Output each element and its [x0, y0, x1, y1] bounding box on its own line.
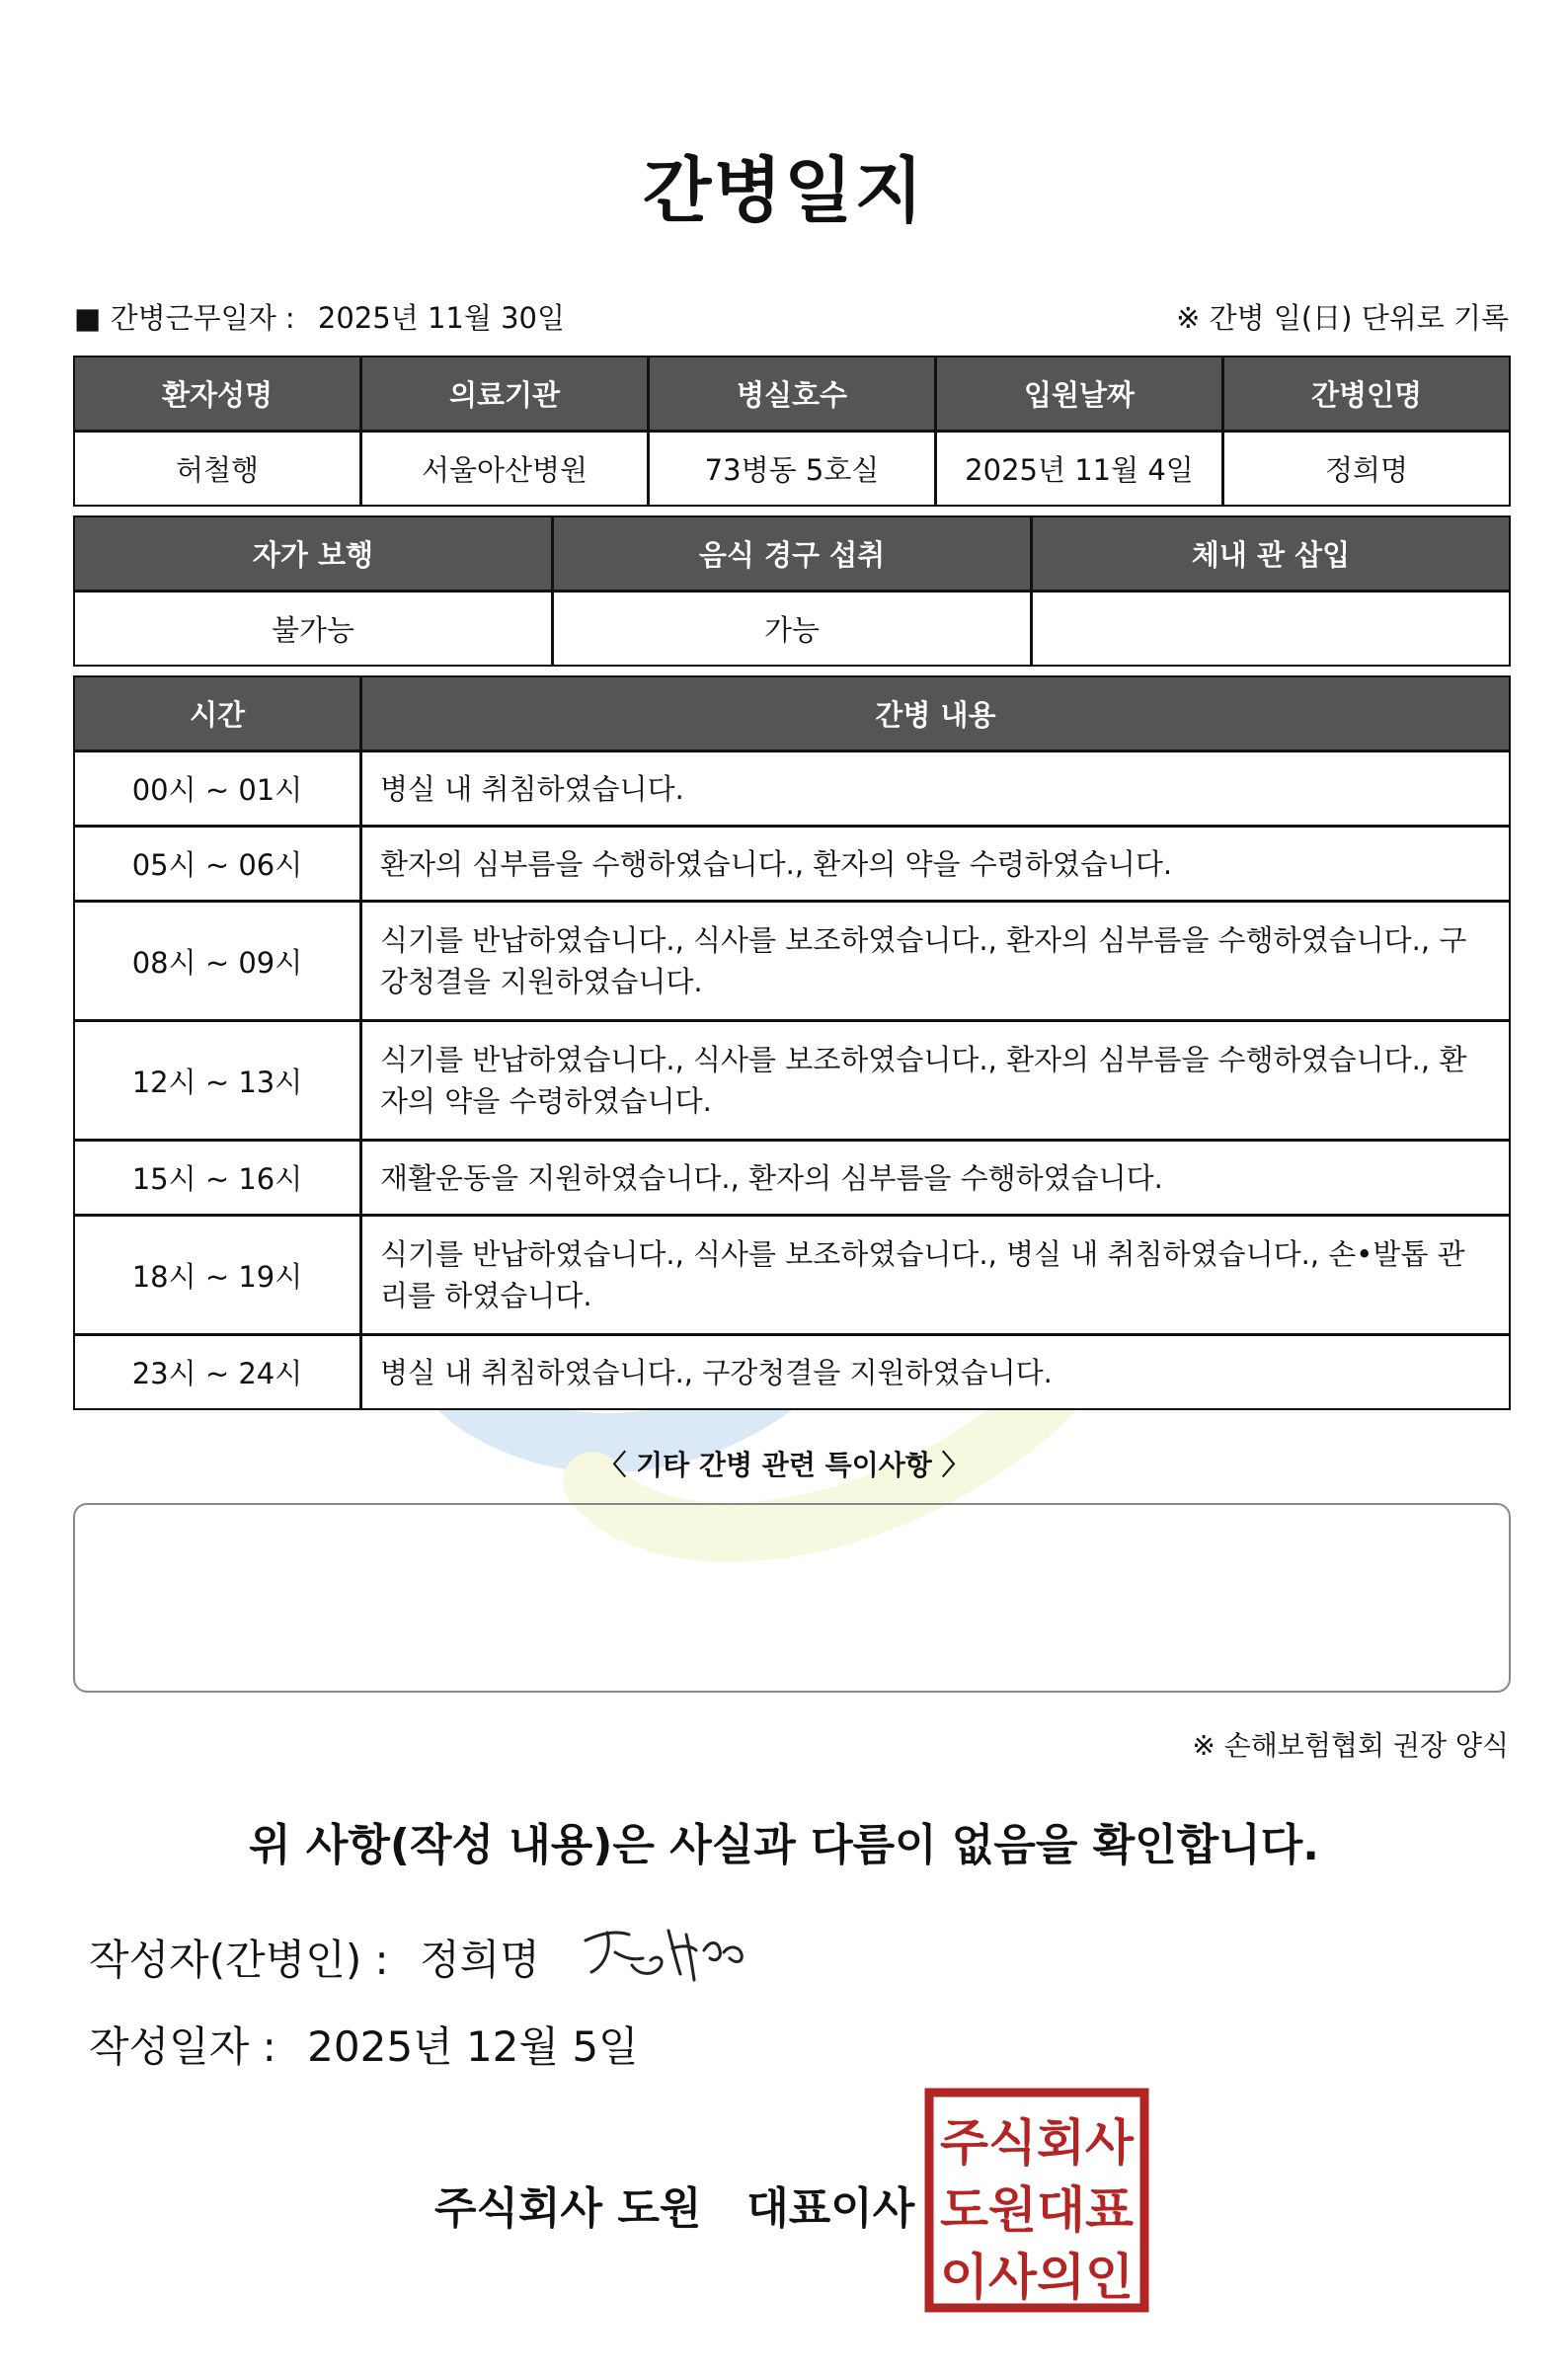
- work-date-label: ■ 간병근무일자 :: [74, 301, 295, 335]
- form-note: ※ 손해보험협회 권장 양식: [1192, 1729, 1509, 1762]
- patient-status-table: [73, 515, 1511, 667]
- self-walking: 불가능: [75, 593, 551, 665]
- svg-text:주식회사: 주식회사: [940, 2114, 1135, 2172]
- special-notes-title: 〈 기타 간병 관련 특이사항 〉: [598, 1449, 970, 1481]
- header-time: 시간: [75, 677, 359, 750]
- header-care-content: 간병 내용: [362, 677, 1509, 750]
- written-date-line: [89, 2015, 639, 2074]
- log-content: 병실 내 취침하였습니다., 구강청결을 지원하였습니다.: [362, 1336, 1509, 1408]
- header-tube-insertion: 체내 관 삽입: [1033, 517, 1509, 590]
- header-self-walking: 자가 보행: [75, 517, 551, 590]
- patient-info-table: [73, 356, 1511, 507]
- svg-text:이사의인: 이사의인: [940, 2249, 1134, 2306]
- patient-name: 허철행: [75, 433, 359, 505]
- written-date-label: 작성일자 :: [89, 2022, 276, 2071]
- log-content: 병실 내 취침하였습니다.: [362, 752, 1509, 825]
- tube-insertion: [1033, 593, 1509, 665]
- header-admission-date: 입원날짜: [937, 357, 1221, 430]
- handwritten-signature: [578, 1911, 755, 1990]
- room: 73병동 5호실: [650, 433, 934, 505]
- log-content: 식기를 반납하였습니다., 식사를 보조하였습니다., 환자의 심부름을 수행하였습니다., 환자의 약을 수령하였습니다.: [362, 1022, 1509, 1139]
- header-room: 병실호수: [650, 357, 934, 430]
- oral-intake: 가능: [554, 593, 1030, 665]
- log-time: 12시 ~ 13시: [75, 1022, 359, 1139]
- special-notes-box: [73, 1503, 1511, 1693]
- record-unit-note: ※ 간병 일(日) 단위로 기록: [1176, 301, 1509, 335]
- company-representative: 주식회사 도원 대표이사: [434, 2183, 915, 2234]
- log-time: 18시 ~ 19시: [75, 1217, 359, 1333]
- confirmation-statement: 위 사항(작성 내용)은 사실과 다름이 없음을 확인합니다.: [249, 1820, 1319, 1870]
- log-content: 식기를 반납하였습니다., 식사를 보조하였습니다., 병실 내 취침하였습니다., 손•발톱 관리를 하였습니다.: [362, 1217, 1509, 1333]
- care-log-table: [73, 675, 1511, 1410]
- admission-date: 2025년 11월 4일: [937, 433, 1221, 505]
- document-title: 간병일지: [642, 149, 926, 232]
- header-hospital: 의료기관: [362, 357, 647, 430]
- work-date-value: 2025년 11월 30일: [317, 301, 566, 335]
- caregiver-name: 정희명: [1224, 433, 1509, 505]
- writer-label: 작성자(간병인) :: [89, 1936, 389, 1984]
- writer-name: 정희명: [420, 1936, 540, 1984]
- log-time: 23시 ~ 24시: [75, 1336, 359, 1408]
- work-date: [74, 296, 565, 337]
- log-time: 05시 ~ 06시: [75, 828, 359, 900]
- log-content: 환자의 심부름을 수행하였습니다., 환자의 약을 수령하였습니다.: [362, 828, 1509, 900]
- hospital: 서울아산병원: [362, 433, 647, 505]
- svg-text:도원대표: 도원대표: [940, 2181, 1135, 2239]
- log-time: 15시 ~ 16시: [75, 1142, 359, 1214]
- header-oral-intake: 음식 경구 섭취: [554, 517, 1030, 590]
- header-patient-name: 환자성명: [75, 357, 359, 430]
- written-date-value: 2025년 12월 5일: [307, 2022, 639, 2071]
- company-seal-stamp: [923, 2087, 1150, 2314]
- log-content: 식기를 반납하였습니다., 식사를 보조하였습니다., 환자의 심부름을 수행하였습니다., 구강청결을 지원하였습니다.: [362, 903, 1509, 1019]
- log-content: 재활운동을 지원하였습니다., 환자의 심부름을 수행하였습니다.: [362, 1142, 1509, 1214]
- header-caregiver-name: 간병인명: [1224, 357, 1509, 430]
- log-time: 00시 ~ 01시: [75, 752, 359, 825]
- writer-line: [89, 1928, 540, 1987]
- log-time: 08시 ~ 09시: [75, 903, 359, 1019]
